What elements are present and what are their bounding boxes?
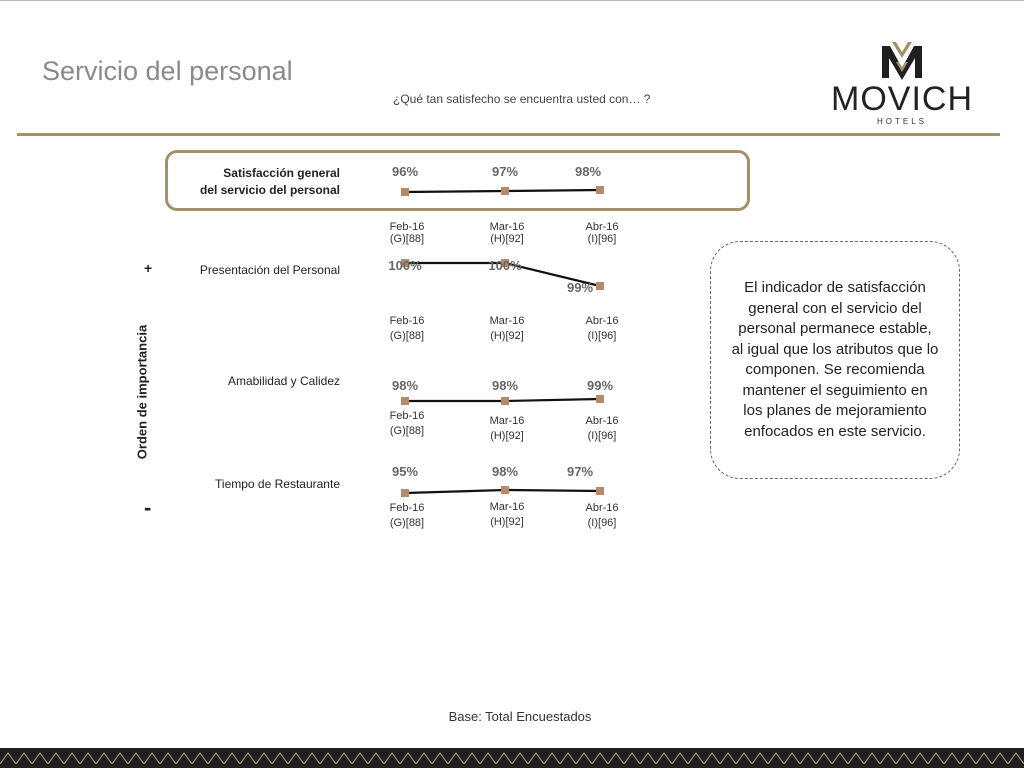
row-label-presentacion: Presentación del Personal: [199, 263, 340, 277]
x-tick-sub-label-2-0: (G)[88]: [389, 425, 425, 437]
question-subtitle: ¿Qué tan satisfecho se encuentra usted con… ?: [393, 92, 651, 106]
axis-plus-sign: +: [144, 260, 153, 276]
data-point-2-0: [401, 397, 409, 405]
data-point-2-2: [596, 395, 604, 403]
x-tick-label-3-1: Mar-16: [489, 501, 525, 513]
data-label-0-2: 98%: [574, 164, 602, 179]
footer-band-bg: [0, 748, 1024, 768]
data-label-3-0: 95%: [391, 464, 419, 479]
x-tick-sub-label-3-2: (I)[96]: [587, 517, 617, 529]
x-tick-label-1-1: Mar-16: [489, 315, 525, 327]
data-label-3-1: 98%: [491, 464, 519, 479]
data-label-1-2: 99%: [566, 280, 594, 295]
row-label-line-1: Satisfacción general: [223, 166, 340, 180]
x-tick-label-0-2: Abr-16: [585, 221, 619, 233]
axis-minus-sign: -: [144, 495, 152, 520]
data-point-0-0: [401, 188, 409, 196]
x-tick-sub-label-0-1: (H)[92]: [490, 233, 524, 245]
base-note: Base: Total Encuestados: [448, 709, 592, 724]
x-tick-sub-label-1-0: (G)[88]: [389, 330, 425, 342]
x-tick-sub-label-1-1: (H)[92]: [490, 330, 524, 342]
insight-note: El indicador de satisfacción general con el servicio del personal permanece estable, al igual que los atributos que lo componen. Se recomienda mantener el seguimiento en los planes de mejoramiento enfocados en este servicio.: [710, 241, 960, 479]
data-point-3-0: [401, 489, 409, 497]
x-tick-label-3-2: Abr-16: [585, 502, 619, 514]
x-tick-sub-label-2-2: (I)[96]: [587, 430, 617, 442]
data-point-1-2: [596, 282, 604, 290]
x-tick-label-1-0: Feb-16: [389, 315, 425, 327]
data-point-0-1: [501, 187, 509, 195]
footer-pattern: [0, 748, 1024, 768]
data-label-2-0: 98%: [391, 378, 419, 393]
x-tick-label-2-2: Abr-16: [585, 415, 619, 427]
x-tick-label-2-1: Mar-16: [489, 415, 525, 427]
importance-axis-text: Orden de importancia: [134, 324, 150, 460]
row-label-tiempo-restaurante: Tiempo de Restaurante: [215, 477, 340, 491]
logo-subtitle: HOTELS: [876, 117, 927, 126]
x-tick-label-2-0: Feb-16: [389, 410, 425, 422]
row-label-line-2: del servicio del personal: [199, 183, 340, 197]
data-label-1-0: 100%: [388, 258, 422, 273]
x-tick-sub-label-3-0: (G)[88]: [389, 517, 425, 529]
data-label-2-2: 99%: [586, 378, 614, 393]
page-title: Servicio del personal: [42, 56, 293, 86]
data-label-2-1: 98%: [491, 378, 519, 393]
x-tick-sub-label-3-1: (H)[92]: [490, 516, 524, 528]
data-label-0-0: 96%: [391, 164, 419, 179]
data-point-2-1: [501, 397, 509, 405]
data-point-3-2: [596, 487, 604, 495]
data-point-3-1: [501, 486, 509, 494]
data-label-0-1: 97%: [491, 164, 519, 179]
logo-wordmark: MOVICH: [831, 80, 973, 118]
x-tick-sub-label-0-2: (I)[96]: [587, 233, 617, 245]
x-tick-sub-label-2-1: (H)[92]: [490, 430, 524, 442]
data-point-0-2: [596, 186, 604, 194]
row-label-amabilidad: Amabilidad y Calidez: [227, 374, 340, 388]
x-tick-sub-label-1-2: (I)[96]: [587, 330, 617, 342]
x-tick-label-3-0: Feb-16: [389, 502, 425, 514]
x-tick-label-1-2: Abr-16: [585, 315, 619, 327]
x-tick-label-0-1: Mar-16: [489, 221, 525, 233]
data-label-1-1: 100%: [488, 258, 522, 273]
x-tick-sub-label-0-0: (G)[88]: [389, 233, 425, 245]
x-tick-label-0-0: Feb-16: [389, 221, 425, 233]
data-label-3-2: 97%: [566, 464, 594, 479]
